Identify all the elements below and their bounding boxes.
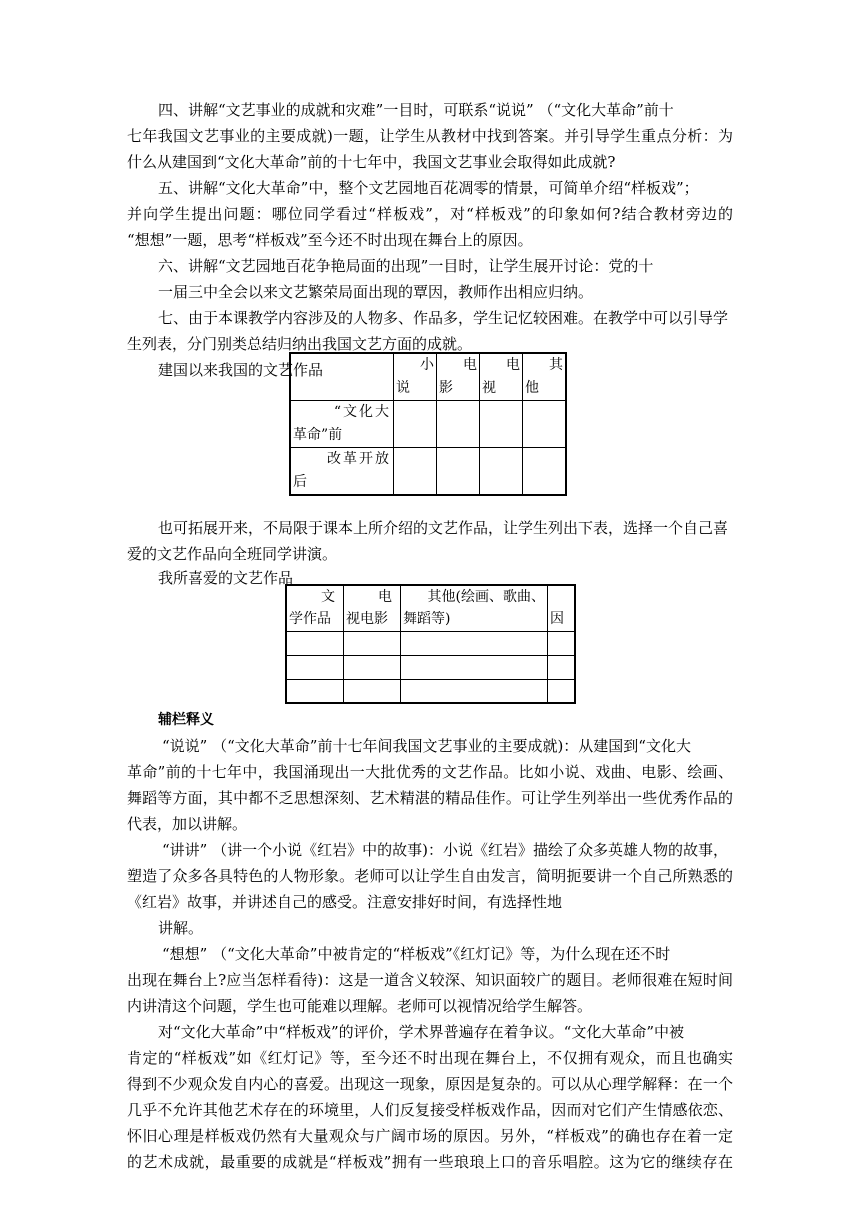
table-cell — [523, 401, 567, 448]
paragraph-line: “想想”一题，思考“样板戏”至今还不时出现在舞台上的原因。 — [127, 231, 533, 249]
table-header-row — [290, 353, 566, 401]
header-bottom: 影 — [439, 380, 453, 396]
table-row — [290, 401, 566, 448]
table-cell — [286, 679, 344, 703]
note-line: 对“文化大革命”中“样板戏”的评价，学术界普遍存在着争议。“文化大革命”中被 — [158, 1023, 685, 1041]
header-line1: 电 — [378, 589, 392, 605]
paragraph-line: 生列表，分门别类总结归纳出我国文艺方面的成就。 — [127, 335, 473, 353]
table-header-cell — [437, 353, 480, 401]
note-line: 舞蹈等方面，其中都不乏思想深刻、艺术精湛的精品佳作。可让学生列举出一些优秀作品的 — [127, 789, 733, 807]
table-row — [286, 631, 575, 655]
header-line2: 舞蹈等) — [403, 611, 451, 627]
note-line: “想想” （“文化大革命”中被肯定的“样板戏”《红灯记》等，为什么现在还不时 — [162, 945, 671, 963]
table-cell — [394, 401, 437, 448]
paragraph-line: 一届三中全会以来文艺繁荣局面出现的覃因，教师作出相应归纳。 — [158, 283, 594, 301]
header-top: 其 — [549, 357, 563, 373]
table-cell — [437, 448, 480, 496]
table-cell — [480, 401, 523, 448]
table-caption: 我所喜爱的文艺作品 — [158, 569, 294, 587]
section-title: 辅栏释义 — [158, 712, 214, 728]
table-header-cell — [480, 353, 523, 401]
note-line: “讲讲” （讲一个小说《红岩》中的故事)：小说《红岩》描绘了众多英雄人物的故事， — [162, 841, 728, 859]
paragraph-line: 爱的文艺作品向全班同学讲演。 — [127, 545, 338, 563]
paragraph-line: 四、讲解“文艺事业的成就和灾难”一目时，可联系“说说” （“文化大革命”前十 — [158, 101, 674, 119]
note-line: 代表，加以讲解。 — [127, 815, 248, 833]
header-line2: 视电影 — [346, 611, 388, 627]
table-caption: 建国以来我国的文艺作品 — [158, 361, 324, 379]
header-bottom: 说 — [396, 380, 410, 396]
table-cell — [548, 655, 576, 679]
header-bottom: 视 — [482, 380, 496, 396]
note-line: 得到不少观众发自内心的喜爱。出现这一现象，原因是复杂的。可以从心理学解释：在一个 — [127, 1075, 733, 1093]
table-header-row — [286, 585, 575, 631]
row-label-line2: 革命”前 — [293, 427, 343, 443]
table-cell — [286, 655, 344, 679]
header-line1 — [550, 586, 572, 608]
note-line: 出现在舞台上?应当怎样看待)：这是一道含义较深、知识面较广的题目。老师很难在短时间 — [127, 971, 733, 989]
works-since-founding-table — [289, 352, 567, 496]
table-header-cell — [401, 585, 548, 631]
row-label-line1: 改革开放 — [327, 451, 391, 467]
row-label-cell — [290, 448, 394, 496]
table-cell — [437, 401, 480, 448]
note-line: 讲解。 — [158, 919, 204, 937]
row-label-cell — [290, 401, 394, 448]
header-top: 电 — [506, 357, 520, 373]
note-line: “说说” （“文化大革命”前十七年间我国文艺事业的主要成就)：从建国到“文化大 — [162, 737, 691, 755]
paragraph-line: 六、讲解“文艺园地百花争艳局面的出现”一目时，让学生展开讨论：党的十 — [158, 257, 654, 275]
table-cell — [286, 631, 344, 655]
table-corner-cell — [290, 353, 394, 401]
table-cell — [394, 448, 437, 496]
table-header-cell — [548, 585, 576, 631]
note-line: 几乎不允许其他艺术存在的环境里，人们反复接受样板戏作品，因而对它们产生情感依恋、 — [127, 1101, 733, 1119]
table-cell — [401, 655, 548, 679]
paragraph-line: 也可拓展开来，不局限于课本上所介绍的文艺作品，让学生列出下表，选择一个自己喜 — [158, 519, 729, 537]
table-cell — [480, 448, 523, 496]
favorite-works-table — [285, 584, 576, 704]
table-row — [286, 679, 575, 703]
header-bottom: 他 — [525, 380, 539, 396]
header-line2: 因 — [550, 611, 564, 627]
note-line: 的艺术成就，最重要的成就是“样板戏”拥有一些琅琅上口的音乐唱腔。这为它的继续存在 — [127, 1153, 733, 1171]
header-top: 电 — [463, 357, 477, 373]
header-line2: 学作品 — [289, 611, 331, 627]
table-row — [290, 448, 566, 496]
note-line: 怀旧心理是样板戏仍然有大量观众与广阔市场的原因。另外，“样板戏”的确也存在着一定 — [127, 1127, 733, 1145]
note-line: 革命”前的十七年中，我国涌现出一大批优秀的文艺作品。比如小说、戏曲、电影、绘画、 — [127, 763, 733, 781]
table-cell — [548, 631, 576, 655]
note-line: 内讲清这个问题，学生也可能难以理解。老师可以视情况给学生解答。 — [127, 997, 593, 1015]
header-line1: 其他(绘画、歌曲、 — [427, 589, 545, 605]
paragraph-line: 什么从建国到“文化大革命”前的十七年中，我国文艺事业会取得如此成就? — [127, 153, 616, 171]
note-line: 塑造了众多各具特色的人物形象。老师可以让学生自由发言，简明扼要讲一个自己所熟悉的 — [127, 867, 733, 885]
table-cell — [401, 631, 548, 655]
table-cell — [401, 679, 548, 703]
note-line: 《红岩》故事，并讲述自己的感受。注意安排好时间，有选择性地 — [127, 893, 563, 911]
table-row — [286, 655, 575, 679]
table-header-cell — [286, 585, 344, 631]
table-cell — [344, 679, 401, 703]
note-line: 肯定的“样板戏”如《红灯记》等，至今还不时出现在舞台上，不仅拥有观众，而且也确实 — [127, 1049, 733, 1067]
table-header-cell — [344, 585, 401, 631]
table-header-cell — [394, 353, 437, 401]
header-line1: 文 — [321, 589, 335, 605]
paragraph-line: 七、由于本课教学内容涉及的人物多、作品多，学生记忆较困难。在教学中可以引导学 — [158, 309, 729, 327]
paragraph-line: 七年我国文艺事业的主要成就)一题，让学生从教材中找到答案。并引导学生重点分析：为 — [127, 127, 733, 145]
table-cell — [523, 448, 567, 496]
paragraph-line: 并向学生提出问题：哪位同学看过“样板戏”，对“样板戏”的印象如何?结合教材旁边的 — [127, 205, 733, 223]
table-header-cell — [523, 353, 567, 401]
row-label-line2: 后 — [293, 474, 307, 490]
table-cell — [548, 679, 576, 703]
table-cell — [344, 655, 401, 679]
row-label-line1: “文化大 — [333, 404, 391, 420]
table-cell — [344, 631, 401, 655]
header-top: 小 — [420, 357, 434, 373]
paragraph-line: 五、讲解“文化大革命”中，整个文艺园地百花凋零的情景，可简单介绍“样板戏”； — [158, 179, 699, 197]
